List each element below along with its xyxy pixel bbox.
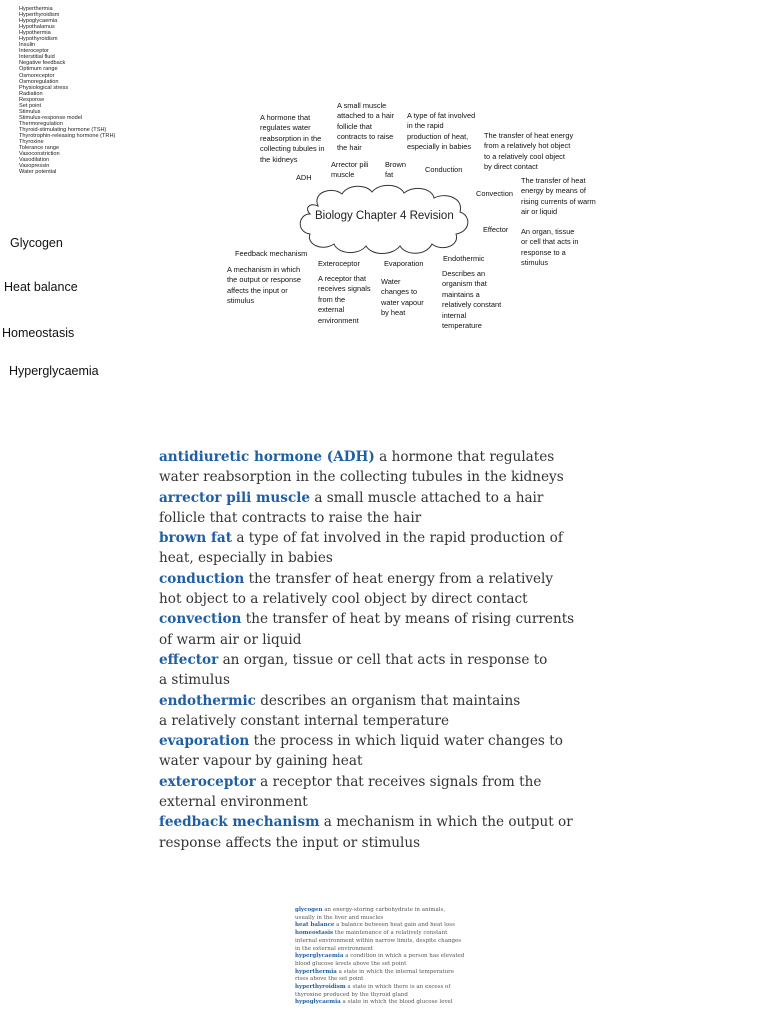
mindmap-center-title: Biology Chapter 4 Revision (315, 210, 454, 222)
term-list-item: Hypothalamus (19, 24, 55, 31)
mm-line: environment (318, 315, 359, 325)
term-list-item: Hypoglycaemia (19, 18, 58, 25)
glossary-term: endothermic (159, 692, 256, 709)
glossary-definition: the process in which liquid water changes to (249, 733, 563, 750)
term-list-item: Hyperthyroidism (19, 12, 60, 19)
mm-line: An organ, tissue (521, 227, 575, 236)
mm-line: maintains a (442, 289, 480, 299)
glossary-term: hyperthermia (295, 968, 337, 975)
glossary-definition: a condition in which a person has elevated (343, 953, 465, 960)
mm-exteroceptor-term: Exteroceptor (318, 259, 360, 268)
glossary-line (159, 467, 564, 487)
glossary-entry (295, 999, 453, 1007)
glossary-entry (295, 930, 461, 953)
mm-evaporation-definition (381, 277, 424, 319)
mm-line: Brown (385, 160, 406, 169)
term-list-item: Hypothermia (19, 30, 51, 37)
term-list-item: Thyroxine (19, 139, 44, 146)
glossary-definition: a small muscle attached to a hair (310, 489, 544, 506)
glossary-line (295, 969, 454, 977)
glossary-line (159, 772, 541, 792)
term-list-item: Set point (19, 102, 42, 109)
mm-line: Water (381, 277, 401, 286)
glossary-term: antidiuretic hormone (ADH) (159, 449, 375, 465)
mm-line: Describes an (442, 269, 486, 278)
mm-line: The transfer of heat (521, 176, 586, 185)
mm-line: air or liquid (521, 207, 558, 217)
glossary-term: homeostasis (295, 930, 334, 937)
mm-line: energy by means of (521, 186, 586, 196)
term-list-item: Stimulus (19, 108, 41, 115)
term-list-item: Interstitial fluid (19, 54, 55, 61)
glossary-line (295, 946, 461, 954)
mm-line: by direct contact (484, 162, 538, 172)
mm-line: muscle (331, 170, 355, 180)
glossary-line (159, 609, 574, 629)
glossary-line (159, 650, 547, 670)
mm-line: from a relatively hot object (484, 141, 571, 151)
glossary-definition: a stimulus (159, 672, 230, 689)
glossary-definition: water vapour by gaining heat (159, 753, 363, 770)
mm-brownfat-definition (407, 111, 475, 153)
glossary-definition: an organ, tissue or cell that acts in response to (218, 652, 548, 668)
glossary-term: conduction (159, 570, 245, 587)
glossary-line (295, 992, 450, 1000)
mm-arrector-definition (337, 101, 394, 153)
term-list-item: Water potential (19, 169, 57, 176)
glossary-definition: describes an organism that maintains (255, 692, 521, 709)
glossary-definition: a hormone that regulates (374, 449, 555, 465)
glossary-line (159, 751, 563, 771)
mm-line: A hormone that (260, 113, 311, 122)
mm-endothermic-definition (442, 269, 501, 331)
glossary-definition: external environment (159, 794, 308, 811)
mm-line: A receptor that (318, 274, 367, 283)
mm-feedback-term: Feedback mechanism (235, 249, 308, 258)
mm-endothermic-term: Endothermic (443, 254, 485, 263)
glossary-line (159, 447, 564, 467)
mm-line: contracts to raise (337, 132, 394, 142)
mm-line: collecting tubules in (260, 144, 325, 154)
mm-brownfat-term (385, 160, 406, 181)
term-list-item: Optimum range (19, 66, 58, 73)
mm-line: relatively constant (442, 300, 502, 310)
glossary-line (159, 569, 553, 589)
glossary-definition: of warm air or liquid (159, 631, 302, 648)
mm-exteroceptor-definition (318, 274, 371, 326)
glossary-definition: a mechanism in which the output or (319, 814, 573, 831)
glossary-definition: in the external environment (295, 945, 373, 952)
glossary-definition: a type of fat involved in the rapid production of (232, 530, 563, 547)
mm-line: especially in babies (407, 142, 472, 152)
mm-line: the output or response (227, 275, 301, 285)
term-list-item: Response (19, 96, 45, 103)
mm-adh-definition (260, 113, 325, 165)
glossary-definition: the maintenance of a relatively constant (333, 930, 448, 937)
mm-line: attached to a hair (337, 111, 395, 121)
glossary-entry (295, 969, 454, 984)
mm-line: rising currents of warm (521, 196, 596, 206)
glossary-definition: the transfer of heat by means of rising currents (241, 611, 575, 628)
glossary-entry (159, 528, 563, 569)
glossary-line (295, 915, 445, 923)
heading-heat-balance: Heat balance (4, 280, 78, 294)
glossary-definition: follicle that contracts to raise the hair (159, 509, 422, 526)
mm-line: water vapour (381, 297, 424, 307)
glossary-definition: a state in which there is an excess of (345, 984, 451, 990)
glossary-definition: hot object to a relatively cool object by direct contact (159, 591, 528, 608)
glossary-definition: rises above the set point (295, 976, 364, 983)
glossary-line (295, 907, 445, 915)
term-list-item: Vasoconstriction (19, 151, 60, 158)
glossary-term: heat balance (295, 922, 335, 929)
glossary-entry (295, 922, 455, 930)
term-list-item: Hyperthermia (19, 6, 53, 12)
term-list-item: Thyroid-stimulating hormone (TSH) (19, 126, 107, 133)
glossary-line (295, 984, 450, 992)
mm-effector-definition (521, 227, 579, 269)
glossary-term: feedback mechanism (159, 814, 320, 831)
glossary-entry (295, 953, 464, 968)
glossary-line (295, 922, 455, 930)
mm-line: from the (318, 294, 346, 304)
mm-line: changes to (381, 287, 418, 297)
mm-line: affects the input or (227, 285, 288, 295)
glossary-entry (159, 569, 553, 610)
glossary-term: evaporation (159, 733, 250, 750)
glossary-term: hyperthyroidism (295, 984, 346, 990)
term-list-item: Negative feedback (19, 60, 66, 67)
glossary-term: hyperglycaemia (295, 953, 344, 960)
mm-line: The transfer of heat energy (484, 131, 574, 140)
glossary-entry (159, 812, 573, 853)
glossary-definition: a balance between heat gain and heat loss (334, 922, 455, 929)
term-list (19, 6, 115, 175)
glossary-line (295, 976, 454, 984)
mm-line: Arrector pili (331, 160, 369, 169)
mm-line: in the rapid (407, 121, 444, 131)
mm-line: internal (442, 310, 467, 320)
glossary-term: arrector pili muscle (159, 489, 311, 506)
mm-line: regulates water (260, 123, 311, 133)
glossary-definition: response affects the input or stimulus (159, 834, 421, 851)
glossary-line (159, 691, 520, 711)
glossary-line (295, 999, 453, 1007)
glossary-line (159, 548, 563, 568)
glossary-line (295, 930, 461, 938)
glossary-term: effector (159, 652, 219, 668)
glossary-definition: internal environment within narrow limits, despite changes (295, 937, 462, 944)
mm-line: fat (385, 170, 394, 180)
glossary-entry (295, 984, 450, 999)
glossary-line (159, 488, 543, 508)
mm-line: stimulus (227, 296, 255, 306)
glossary-line (159, 731, 563, 751)
mm-convection-definition (521, 176, 596, 218)
term-list-item: Thermoregulation (19, 120, 63, 127)
mm-line: receives signals (318, 284, 371, 294)
mm-line: by heat (381, 308, 406, 318)
term-list-item: Interoceptor (19, 48, 49, 55)
glossary-definition: heat, especially in babies (159, 550, 333, 567)
term-list-item: Vasodilation (19, 157, 50, 164)
glossary-entry (295, 907, 445, 922)
mm-line: organism that (442, 279, 487, 289)
term-list-item: Vasopressin (19, 163, 50, 170)
term-list-item: Hypothyroidism (19, 36, 58, 43)
glossary-line (159, 833, 573, 853)
glossary-line (295, 938, 461, 946)
term-list-item: Insulin (19, 42, 36, 49)
mm-feedback-definition (227, 265, 301, 307)
glossary-definition: water reabsorption in the collecting tubules in the kidneys (159, 469, 564, 486)
glossary-line (295, 953, 464, 961)
glossary-line (159, 528, 563, 548)
mm-line: the kidneys (260, 154, 298, 164)
mm-adh-term: ADH (296, 173, 312, 182)
mm-line: response to a (521, 247, 566, 257)
glossary-entry (159, 447, 564, 488)
glossary-term: hypoglycaemia (295, 999, 341, 1006)
mm-line: stimulus (521, 258, 549, 268)
term-list-item: Osmoreceptor (19, 72, 55, 79)
glossary-term: exteroceptor (159, 773, 256, 790)
glossary-entry (159, 731, 563, 772)
glossary-term: glycogen (295, 907, 323, 913)
glossary-term: convection (159, 611, 242, 628)
mm-arrector-term (331, 160, 368, 181)
glossary-definition: a relatively constant internal temperature (159, 712, 450, 729)
mm-conduction-term: Conduction (425, 165, 463, 174)
glossary-entry (159, 650, 547, 691)
glossary-definition: the transfer of heat energy from a relatively (244, 570, 554, 587)
glossary-definition: usually in the liver and muscles (295, 914, 384, 921)
mm-line: A mechanism in which (227, 265, 301, 274)
mm-line: production of heat, (407, 131, 469, 141)
glossary-line (159, 711, 520, 731)
term-list-item: Tolerance range (19, 145, 60, 152)
mm-effector-term: Effector (483, 225, 509, 234)
glossary-line (159, 670, 547, 690)
mm-line: to a relatively cool object (484, 151, 565, 161)
mm-line: reabsorption in the (260, 133, 322, 143)
mm-line: A type of fat involved (407, 111, 476, 120)
mm-conduction-definition (484, 131, 573, 173)
mm-evaporation-term: Evaporation (384, 259, 424, 268)
glossary-line (159, 812, 573, 832)
heading-hyperglycaemia: Hyperglycaemia (9, 364, 99, 378)
term-list-item: Stimulus-response model (19, 114, 83, 121)
mm-line: external (318, 305, 345, 315)
glossary-definition: a state in which the blood glucose level (340, 999, 453, 1006)
glossary-line (159, 508, 543, 528)
glossary-definition: an energy-storing carbohydrate in animals, (322, 907, 446, 913)
heading-homeostasis: Homeostasis (2, 326, 75, 340)
glossary-entry (159, 609, 574, 650)
mm-line: the hair (337, 142, 362, 152)
term-list-item: Radiation (19, 90, 43, 97)
glossary-line (295, 961, 464, 969)
heading-glycogen: Glycogen (10, 236, 63, 250)
glossary-definition: blood glucose levels above the set point (295, 960, 407, 967)
mm-line: temperature (442, 321, 482, 331)
glossary-definition: a state in which the internal temperature (336, 968, 455, 975)
glossary-line (159, 630, 574, 650)
glossary-entry (159, 772, 541, 813)
glossary-definition: thyroxine produced by the thyroid gland (295, 991, 408, 998)
glossary-line (159, 792, 541, 812)
glossary-line (159, 589, 553, 609)
mm-line: or cell that acts in (521, 237, 579, 247)
mm-line: A small muscle (337, 101, 387, 110)
mm-convection-term: Convection (476, 189, 513, 198)
mm-line: follicle that (337, 121, 372, 131)
term-list-item: Physiological stress (19, 84, 69, 91)
glossary-term: brown fat (159, 530, 232, 547)
glossary-definition: a receptor that receives signals from the (255, 773, 542, 790)
glossary-entry (159, 691, 520, 732)
glossary-entry (159, 488, 543, 529)
term-list-item: Osmoregulation (19, 78, 59, 85)
term-list-item: Thyrotrophin-releasing hormone (TRH) (19, 132, 116, 139)
